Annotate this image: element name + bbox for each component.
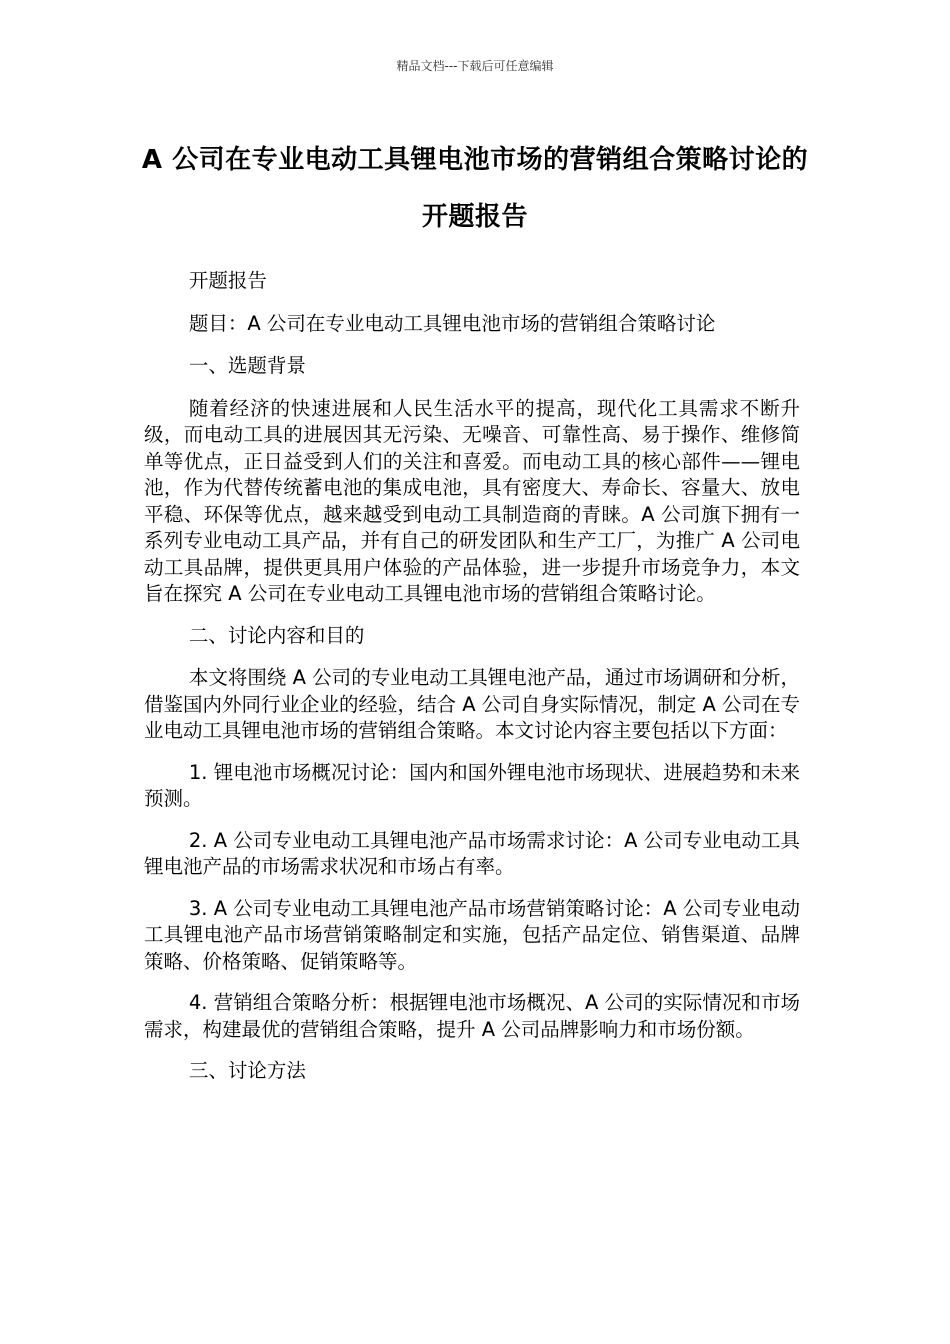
list-item-2: 2. A 公司专业电动工具锂电池产品市场需求讨论：A 公司专业电动工具锂电池产品的市场需求状况和市场占有率。 xyxy=(144,828,800,878)
list-item-1: 1. 锂电池市场概况讨论：国内和国外锂电池市场现状、进展趋势和未来预测。 xyxy=(144,760,800,810)
section-heading-method: 三、讨论方法 xyxy=(188,1059,306,1082)
list-item-4: 4. 营销组合策略分析：根据锂电池市场概况、A 公司的实际情况和市场需求，构建最优的营销组合策略，提升 A 公司品牌影响力和市场份额。 xyxy=(144,991,800,1041)
report-label: 开题报告 xyxy=(188,269,267,292)
topic-line: 题目：A 公司在专业电动工具锂电池市场的营销组合策略讨论 xyxy=(188,311,716,335)
list-item-3: 3. A 公司专业电动工具锂电池产品市场营销策略讨论：A 公司专业电动工具锂电池产品市场营销策略制定和实施，包括产品定位、销售渠道、品牌策略、价格策略、促销策略等。 xyxy=(144,896,800,973)
document-body xyxy=(144,268,800,1101)
paragraph-background: 随着经济的快速进展和人民生活水平的提高，现代化工具需求不断升级，而电动工具的进展因其无污染、无噪音、可靠性高、易于操作、维修简单等优点，正日益受到人们的关注和喜爱。而电动工具的核心部件——锂电池，作为代替传统蓄电池的集成电池，具有密度大、寿命长、容量大、放电平稳、环保等优点，越来越受到电动工具制造商的青睐。A 公司旗下拥有一系列专业电动工具产品，并有自己的研发团队和生产工厂，为推广 A 公司电动工具品牌，提供更具用户体验的产品体验，进一步提升市场竞争力，本文旨在探究 A 公司在专业电动工具锂电池市场的营销组合策略讨论。 xyxy=(144,396,800,605)
section-heading-background: 一、选题背景 xyxy=(188,354,306,377)
section-heading-content: 二、讨论内容和目的 xyxy=(188,623,365,647)
paragraph-content-intro: 本文将围绕 A 公司的专业电动工具锂电池产品，通过市场调研和分析，借鉴国内外同行业企业的经验，结合 A 公司自身实际情况，制定 A 公司在专业电动工具锂电池市场的营销组合策略。本文讨论内容主要包括以下方面： xyxy=(144,666,800,742)
header-note: 精品文档---下载后可任意编辑 xyxy=(396,59,554,73)
document-title: A 公司在专业电动工具锂电池市场的营销组合策略讨论的开题报告 xyxy=(141,145,809,232)
